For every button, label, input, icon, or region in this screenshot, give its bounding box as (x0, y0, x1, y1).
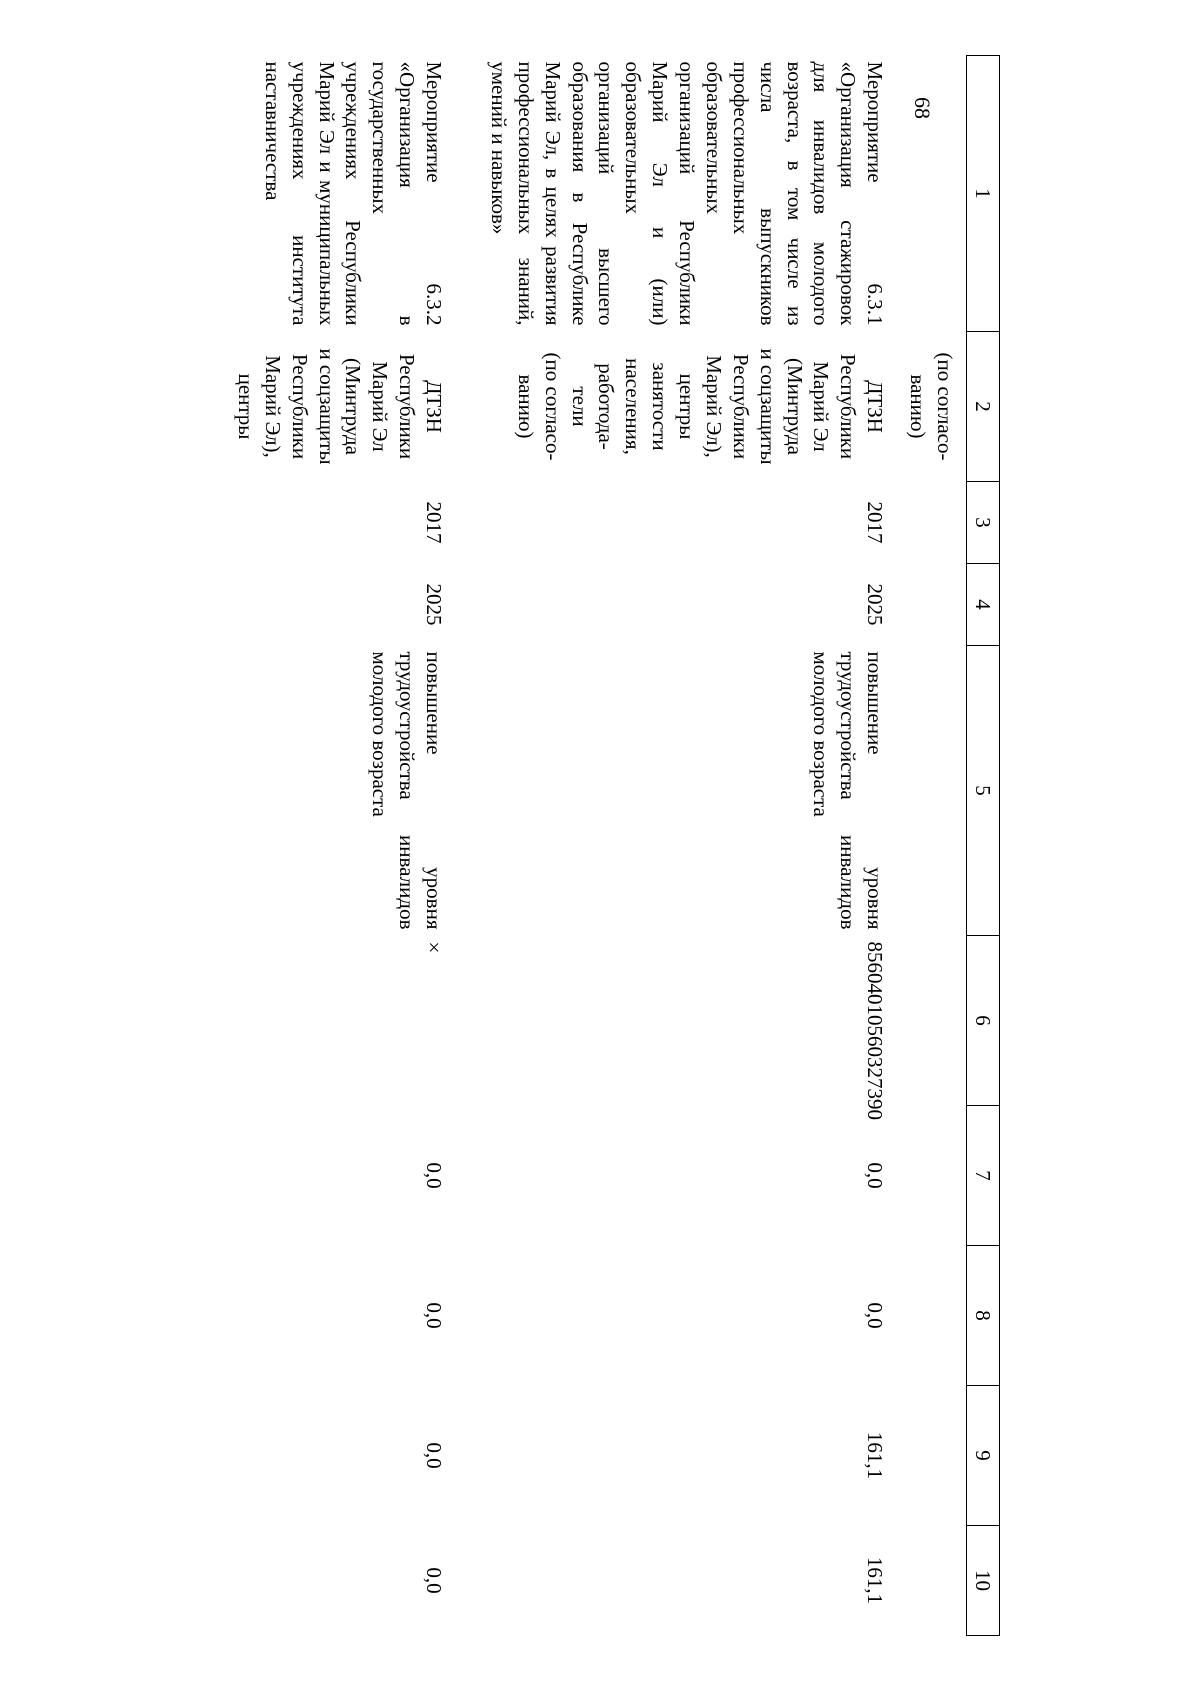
column-header: 9 (967, 1386, 1000, 1526)
column-header: 2 (967, 332, 1000, 482)
expected-result-cell: повышение уровня трудоустройства инвалидов молодого возраста (809, 651, 888, 930)
column-header: 4 (967, 564, 1000, 646)
responsible-cell: ДТЗН Республики Марий Эл (Минтруда и соцзащиты Республики Марий Эл), центры (234, 348, 447, 465)
column-header: 7 (967, 1106, 1000, 1246)
continuation-row (896, 56, 966, 1636)
responsible-cell: (по согласо- ванию) (906, 352, 957, 461)
column-header: 10 (967, 1526, 1000, 1636)
value-cell: 161,1 (863, 1556, 888, 1605)
value-cell: 0,0 (863, 1162, 888, 1189)
column-header: 3 (967, 482, 1000, 564)
value-cell: 161,1 (863, 1431, 888, 1480)
value-cell: 0,0 (422, 1442, 447, 1469)
measure-name-cell: Мероприятие 6.3.1 «Организация стажировок для инвалидов молодого возраста, в том числе из числа выпускников профессиональных образовательных организаций Республики Марий Эл и (или) образовательных организаций высшего образования в Республике Марий Эл, в целях развития профессиональных знаний, умений и навыков» (487, 61, 888, 326)
expected-result-cell: повышение уровня трудоустройства инвалидов молодого возраста (368, 651, 447, 930)
column-header: 6 (967, 936, 1000, 1106)
column-number-row (967, 56, 1000, 1636)
program-table (224, 55, 1000, 1636)
start-year-cell: 2017 (422, 501, 447, 544)
column-header: 8 (967, 1246, 1000, 1386)
responsible-cell: ДТЗН Республики Марий Эл (Минтруда и соцзащиты Республики Марий Эл), центры занятости населения, работода- тели (по согласо- ванию) (513, 348, 888, 465)
table-row (224, 56, 455, 1636)
value-cell: 0,0 (863, 1302, 888, 1329)
column-header: 5 (967, 646, 1000, 936)
rotated-sheet (0, 55, 1000, 1635)
value-cell: 0,0 (422, 1567, 447, 1594)
value-cell: 0,0 (422, 1162, 447, 1189)
column-header: 1 (967, 56, 1000, 332)
budget-code-cell: × (422, 941, 447, 954)
table-row (477, 56, 896, 1636)
measure-name-cell: Мероприятие 6.3.2 «Организация в государственных учреждениях Республики Марий Эл и муниципальных учреждениях института наставничества (260, 61, 447, 326)
page-number: 68 (910, 97, 935, 119)
end-year-cell: 2025 (863, 583, 888, 626)
start-year-cell: 2017 (863, 501, 888, 544)
value-cell: 0,0 (422, 1302, 447, 1329)
budget-code-cell: 85604010560327390 (863, 941, 888, 1120)
end-year-cell: 2025 (422, 583, 447, 626)
